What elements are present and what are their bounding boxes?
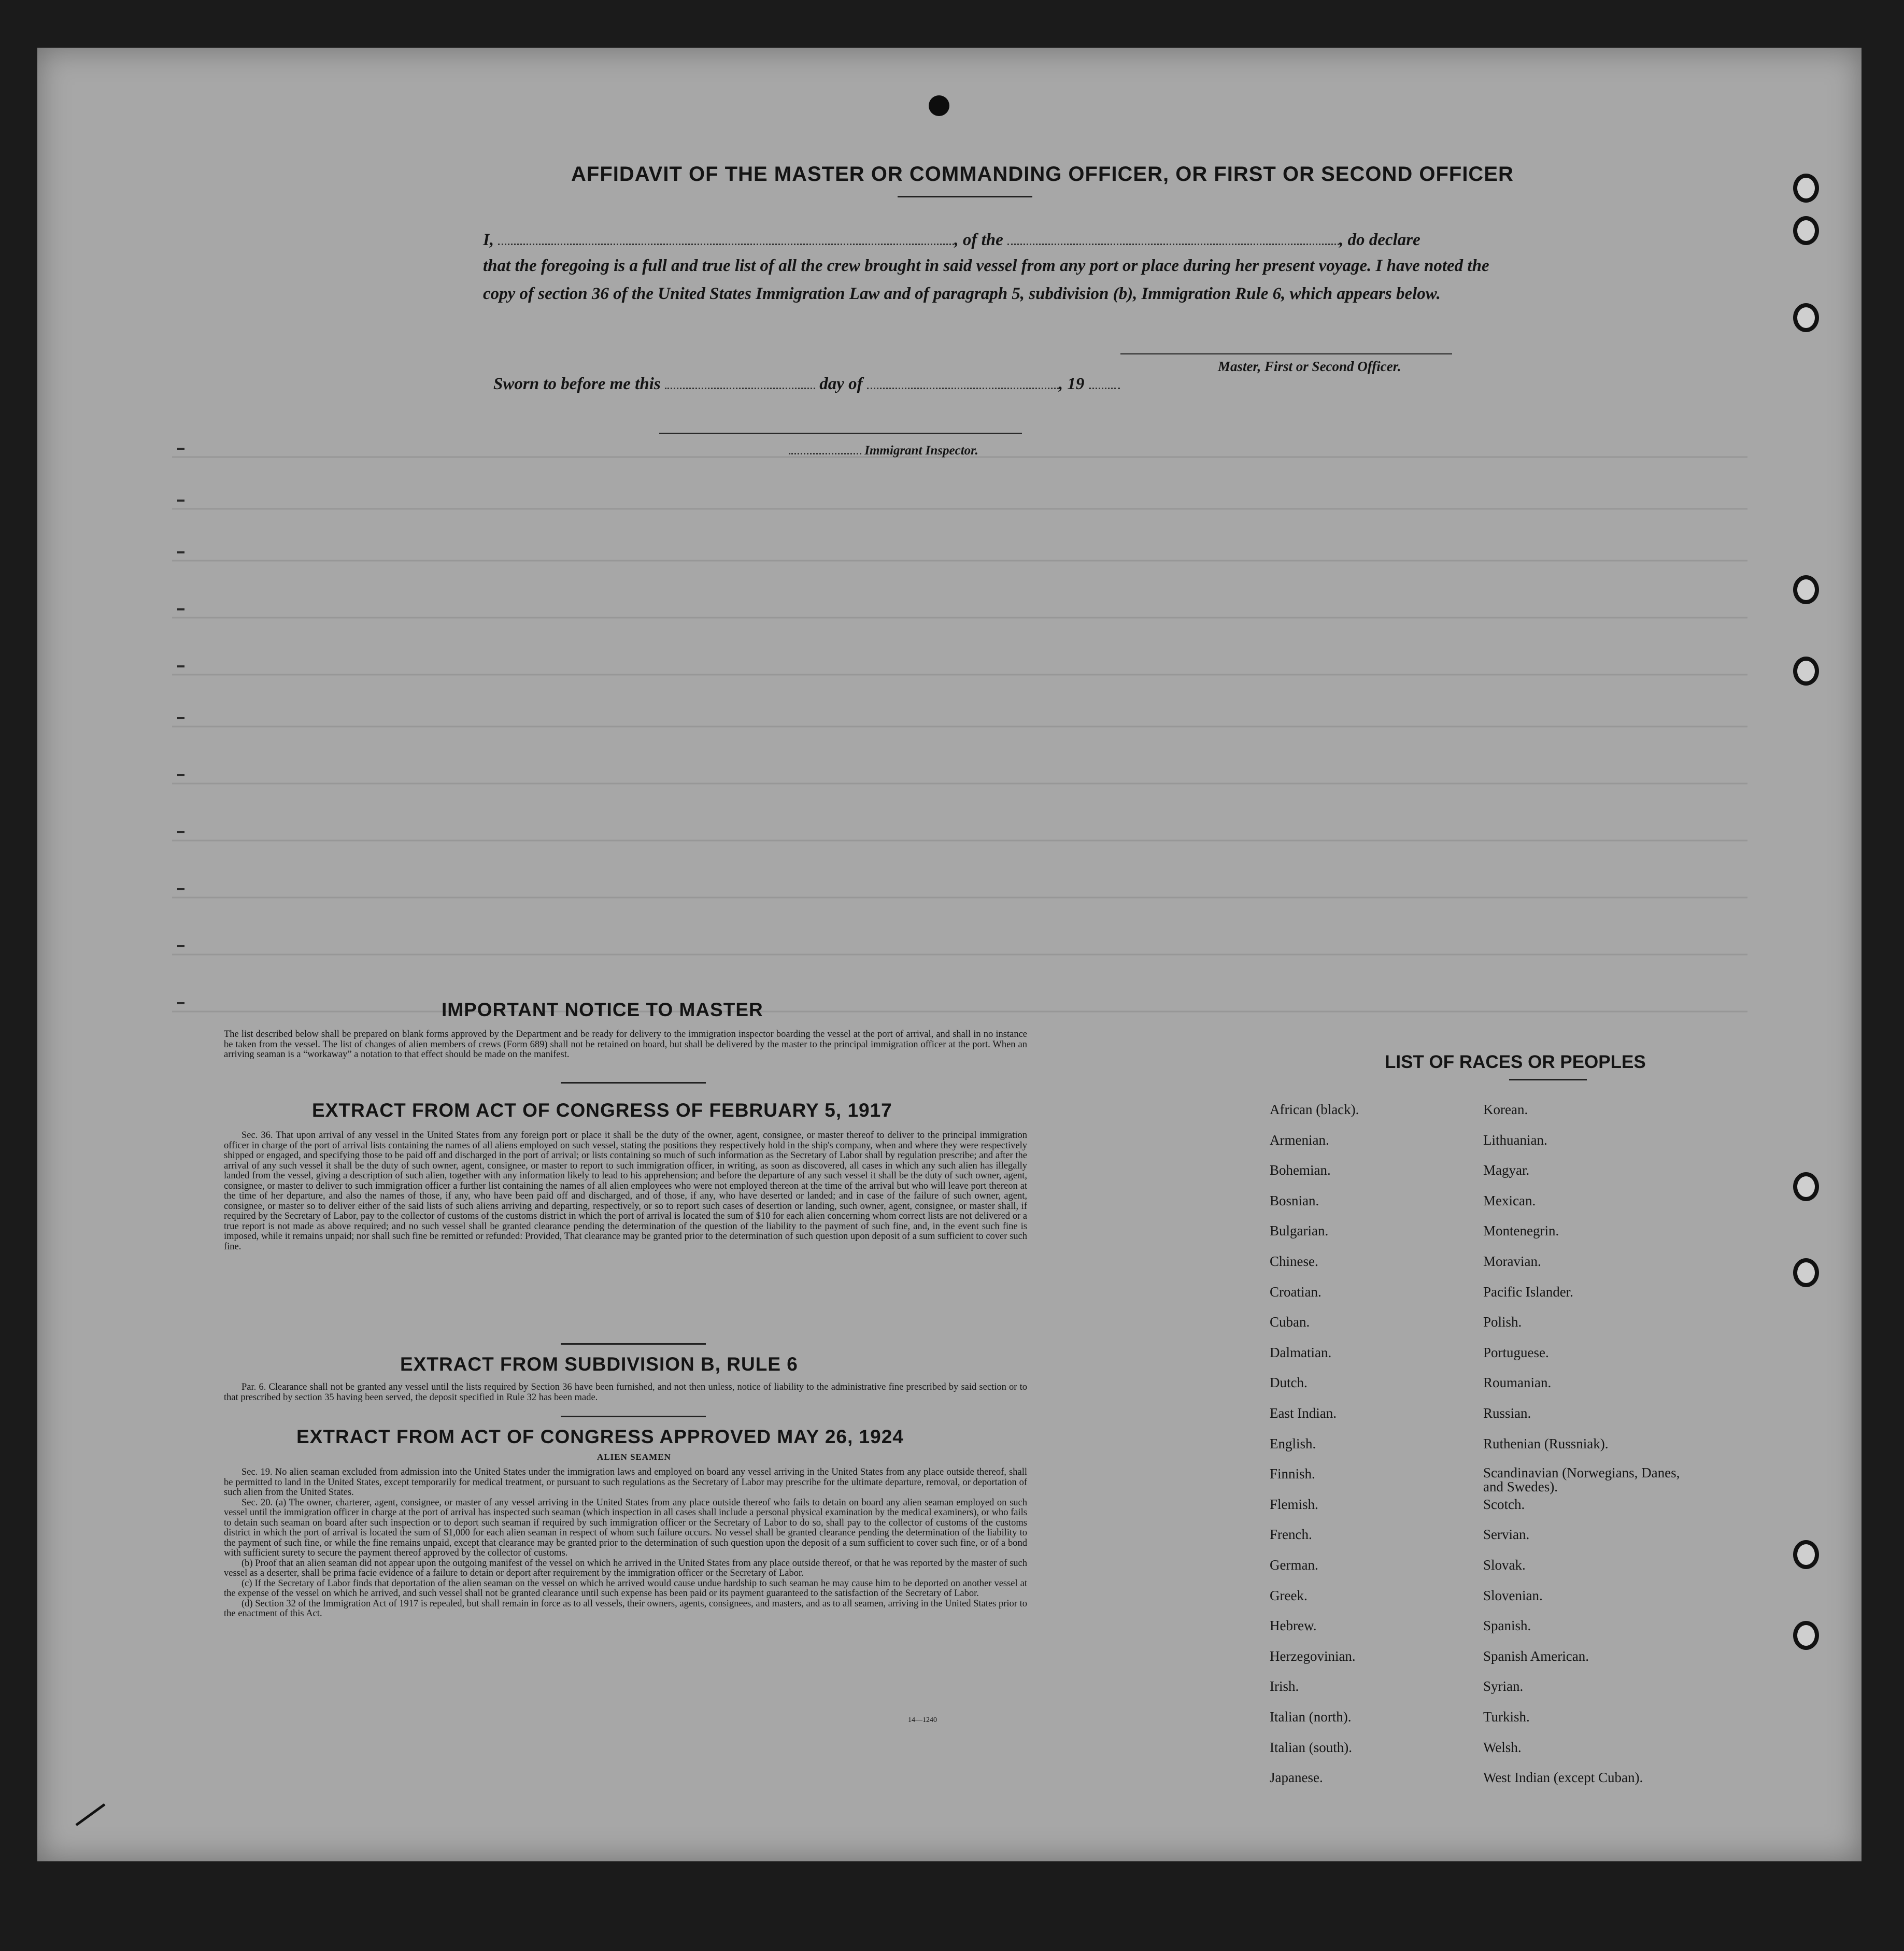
race-item: Japanese. [1270,1770,1323,1785]
race-item: Spanish. [1483,1618,1531,1633]
race-item: Pacific Islander. [1483,1284,1573,1300]
race-item: Finnish. [1270,1466,1315,1482]
signature-line [1120,353,1452,354]
vessel-blank[interactable] [1007,229,1339,245]
race-item: Italian (south). [1270,1740,1352,1755]
race-item: Welsh. [1483,1740,1522,1755]
race-item: Syrian. [1483,1678,1524,1694]
extract-1924-sec20a: Sec. 20. (a) The owner, charterer, agent, consignee, or master of any vessel arriving in the United States from any place outside thereof who fails to detain on board any alien seaman employed on such vessel until the immigration officer in charge at the port of arrival has inspected such seaman (which inspection in all cases shall include a personal physical examination by the medical examiners), or who fails to detain such seaman on board after such inspection or to deport such seaman if required by such immigration officer or the Secretary of Labor to do so, shall pay to the collector of customs of the customs district in which the port of arrival is located the sum of $1,000 for each alien seaman in respect of whom such failure occurs. No vessel shall be granted clearance pending the determination of the liability to the payment of such fine, or while the fine remains unpaid, except that clearance may be granted prior to the determination of such question upon the deposit of a sum sufficient to cover such fine, or of a bond with sufficient surety to secure the payment thereof approved by the collector of customs. [224,1497,1027,1558]
race-item: Herzegovinian. [1270,1648,1356,1664]
affidavit-title: AFFIDAVIT OF THE MASTER OR COMMANDING OFFICER, OR FIRST OR SECOND OFFICER [571,163,1514,186]
extract-1917-divider [561,1343,706,1345]
year-prefix: , 19 [1058,375,1085,393]
extract-1917-title: EXTRACT FROM ACT OF CONGRESS OF FEBRUARY 5, 1917 [312,1100,892,1121]
races-title: LIST OF RACES OR PEOPLES [1385,1052,1646,1072]
extract-1924-sec20b: (b) Proof that an alien seaman did not appear upon the outgoing manifest of the vessel on which he arrived in the United States from any place outside thereof, or that he was reported by the master of such vessel as a deserter, shall be prima facie evidence of a failure to detain or deport after requirement by the immigration officer or the Secretary of Labor. [224,1558,1027,1578]
race-item: Turkish. [1483,1709,1530,1725]
extract-1924-subtitle: ALIEN SEAMEN [597,1452,671,1462]
race-item: Dutch. [1270,1375,1308,1390]
pencil-mark [74,1799,115,1830]
race-item: Italian (north). [1270,1709,1352,1725]
extract-1924-title: EXTRACT FROM ACT OF CONGRESS APPROVED MAY 26, 1924 [296,1426,904,1447]
race-item: Scotch. [1483,1497,1525,1512]
sworn-line [493,373,1120,394]
extract-rule6-title: EXTRACT FROM SUBDIVISION B, RULE 6 [400,1354,798,1375]
inspector-line [789,443,978,458]
sworn-month-blank[interactable] [867,373,1059,389]
notice-text: The list described below shall be prepared on blank forms approved by the Department and be ready for delivery to the immigration inspector boarding the vessel at the port of arrival, and shall in no instance be taken from the vessel. The list of changes of alien members of crews (Form 689) shall not be retained on board, but shall be delivered by the master to the principal immigration officer at the port. When an arriving seaman is a “workaway” a notation to that effect should be made on the manifest. [224,1029,1027,1060]
sworn-day-blank[interactable] [665,373,815,389]
race-item: Irish. [1270,1678,1299,1694]
race-item: Hebrew. [1270,1618,1317,1633]
race-item: French. [1270,1527,1312,1542]
title-underline [898,196,1032,197]
race-item: African (black). [1270,1102,1359,1117]
inspector-line-top [659,433,1022,434]
race-item: Korean. [1483,1102,1528,1117]
name-blank[interactable] [498,229,954,245]
race-item: Roumanian. [1483,1375,1552,1390]
sworn-year-blank[interactable] [1089,373,1120,389]
extract-1917-paragraph: Sec. 36. That upon arrival of any vessel in the United States from any foreign port or place it shall be the duty of the owner, agent, consignee, or master thereof to deliver to the principal immigration officer in charge of the port of arrival lists containing the names of all aliens employed on such vessel, stating the positions they respectively hold in the ship's company, when and where they were respectively shipped or engaged, and specifying those to be paid off and discharged in the port of arrival; or lists containing so much of such information as the Secretary of Labor shall by regulation prescribe; and after the arrival of any such vessel it shall be the duty of such owner, agent, consignee, or master to report to such immigration officer, in writing, as soon as discovered, all cases in which any such alien has illegally landed from the vessel, giving a description of such alien, together with any information likely to lead to his apprehension; and before the departure of any such vessel it shall be the duty of such owner, agent, consignee, or master to deliver to such immigration officer a further list containing the names of all alien employees who were not employed thereon at the time of the arrival but who will leave port thereon at the time of her departure, and also the names of those, if any, who have been paid off and discharged, and of those, if any, who have deserted or landed; and in case of the failure of such owner, agent, consignee, or master so to deliver either of the said lists of such aliens arriving and departing, respectively, or so to report such cases of desertion or landing, such owner, agent, consignee, or master shall, if required by the Secretary of Labor, pay to the collector of customs of the customs district in which the port of arrival is located the sum of $10 for each alien concerning whom correct lists are not delivered or a true report is not made as above required; and no such vessel shall be granted clearance pending the determination of the question of the liability to the payment of such fine, and, in the event such fine is imposed, while it remains unpaid; nor shall such fine be remitted or refunded: Provided, That clearance may be granted prior to the determination of such question upon deposit of a sum sufficient to cover such fine. [224,1130,1027,1252]
declaration-line [483,229,1420,250]
affidavit-body: that the foregoing is a full and true list of all the crew brought in said vessel from any port or place during her present voyage. I have noted the copy of section 36 of the United States Immigration Law and of paragraph 5, subdivision (b), Immigration Rule 6, which appears below. [483,257,1489,303]
race-item: Montenegrin. [1483,1223,1559,1238]
race-item: Croatian. [1270,1284,1322,1300]
race-item: Dalmatian. [1270,1345,1332,1360]
race-item: Armenian. [1270,1132,1329,1148]
race-item: Bosnian. [1270,1193,1319,1208]
form-number: 14—1240 [908,1716,937,1724]
race-item: Servian. [1483,1527,1530,1542]
of-the-label: , of the [954,231,1003,249]
race-item: Portuguese. [1483,1345,1549,1360]
race-item: Slovenian. [1483,1588,1543,1603]
extract-1924-sec20d: (d) Section 32 of the Immigration Act of 1917 is repealed, but shall remain in force as to all vessels, their owners, agents, consignees, and masters, and as to all seamen, arriving in the United States prior to the enactment of this Act. [224,1598,1027,1619]
race-item: Ruthenian (Russniak). [1483,1436,1609,1451]
extract-rule6-text [224,1383,1027,1403]
race-item: East Indian. [1270,1405,1337,1421]
declare-label: , do declare [1339,231,1420,249]
day-of-label: day of [819,375,863,393]
document-page [37,48,1862,1861]
extract-1917-text [224,1131,1027,1252]
race-item: English. [1270,1436,1316,1451]
race-item: Greek. [1270,1588,1308,1603]
extract-1924-text [224,1468,1027,1619]
race-item: Cuban. [1270,1314,1310,1330]
race-item: Slovak. [1483,1557,1526,1573]
race-item: Lithuanian. [1483,1132,1547,1148]
race-item: Moravian. [1483,1254,1541,1269]
race-item: Bulgarian. [1270,1223,1329,1238]
sworn-label: Sworn to before me this [493,375,661,393]
race-item: West Indian (except Cuban). [1483,1770,1643,1785]
race-item: Scandinavian (Norwegians, Danes, and Swedes). [1483,1465,1680,1494]
i-label: I, [483,231,494,249]
notice-title: IMPORTANT NOTICE TO MASTER [442,999,763,1020]
notice-divider [561,1082,706,1084]
race-item: Flemish. [1270,1497,1318,1512]
race-item: Chinese. [1270,1254,1318,1269]
extract-1924-sec20c: (c) If the Secretary of Labor finds that deportation of the alien seaman on the vessel on which he arrived would cause undue hardship to such seaman he may cause him to be deported on another vessel at the expense of the vessel on which he arrived, and such vessel shall not be granted clearance until such expense has been paid or its payment guaranteed to the satisfaction of the Secretary of Labor. [224,1578,1027,1599]
race-item: Russian. [1483,1405,1531,1421]
signature-label: Master, First or Second Officer. [1218,359,1401,374]
extract-1924-sec19: Sec. 19. No alien seaman excluded from admission into the United States under the immigration laws and employed on board any vessel arriving in the United States from any place outside thereof, shall be permitted to land in the United States, except temporarily for medical treatment, or pursuant to such regulations as the Secretary of Labor may prescribe for the ultimate departure, removal, or deportation of such alien from the United States. [224,1467,1027,1498]
race-item: Mexican. [1483,1193,1536,1208]
extract-rule6-paragraph: Par. 6. Clearance shall not be granted any vessel until the lists required by Section 36 have been furnished, and not then unless, notice of liability to the administrative fine prescribed by said section or to that prescribed by section 35 having been served, the deposit specified in Rule 32 has been made. [224,1382,1027,1403]
race-item: German. [1270,1557,1318,1573]
inspector-blank[interactable] [789,443,861,454]
race-item: Polish. [1483,1314,1522,1330]
extract-rule6-divider [561,1416,706,1417]
races-divider [1509,1079,1587,1080]
inspector-label: Immigrant Inspector. [864,444,978,458]
race-item: Magyar. [1483,1162,1530,1178]
race-item: Spanish American. [1483,1648,1589,1664]
race-item: Bohemian. [1270,1162,1331,1178]
